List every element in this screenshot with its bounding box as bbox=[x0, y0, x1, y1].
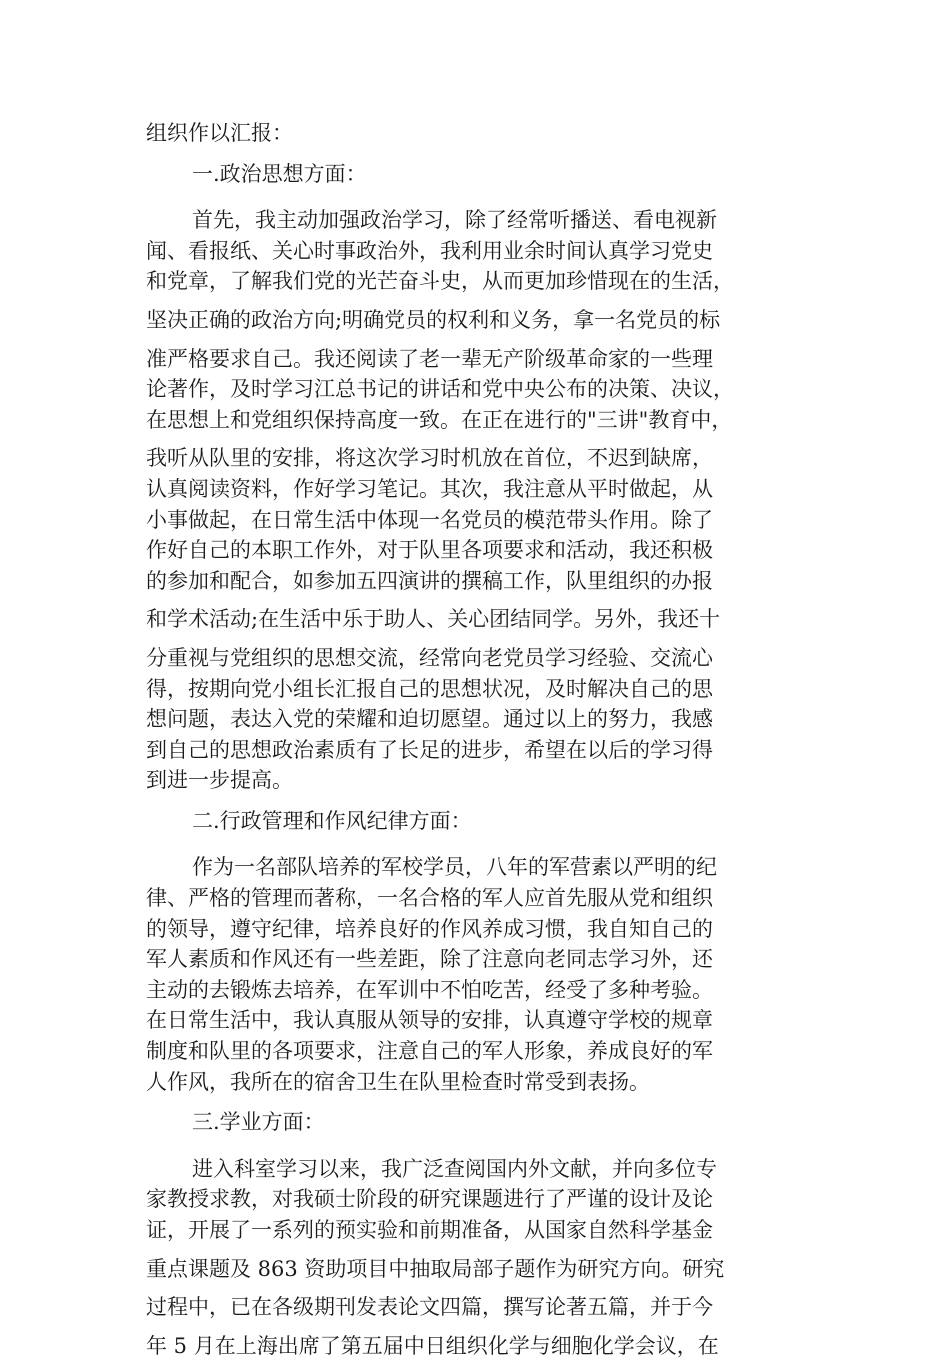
paragraph-line: 和学术活动;在生活中乐于助人、关心团结同学。另外，我还十 bbox=[146, 607, 721, 632]
paragraph-line: 进入科室学习以来，我广泛查阅国内外文献，并向多位专 bbox=[192, 1156, 717, 1181]
paragraph-line: 想问题，表达入党的荣耀和迫切愿望。通过以上的努力，我感 bbox=[146, 707, 713, 732]
paragraph-line: 我听从队里的安排，将这次学习时机放在首位，不迟到缺席， bbox=[146, 446, 713, 471]
paragraph-academics bbox=[146, 1154, 808, 1361]
paragraph-line: 首先，我主动加强政治学习，除了经常听播送、看电视新 bbox=[192, 208, 717, 233]
paragraph-line: 小事做起，在日常生活中体现一名党员的模范带头作用。除了 bbox=[146, 507, 713, 532]
document-body bbox=[146, 118, 808, 1361]
paragraph-line: 和党章，了解我们党的光芒奋斗史，从而更加珍惜现在的生活， bbox=[146, 269, 734, 294]
paragraph-politics bbox=[146, 205, 808, 796]
paragraph-line: 作为一名部队培养的军校学员，八年的军营素以严明的纪 bbox=[192, 855, 717, 880]
paragraph-line: 人作风，我所在的宿舍卫生在队里检查时常受到表扬。 bbox=[146, 1069, 650, 1094]
paragraph-line: 证，开展了一系列的预实验和前期准备，从国家自然科学基金 bbox=[146, 1218, 713, 1242]
paragraph-line: 在思想上和党组织保持高度一致。在正在进行的"三讲"教育中， bbox=[146, 407, 733, 432]
paragraph-line: 得，按期向党小组长汇报自己的思想状况，及时解决自己的思 bbox=[146, 676, 713, 701]
paragraph-line: 主动的去锻炼去培养，在军训中不怕吃苦，经受了多种考验。 bbox=[146, 977, 713, 1002]
paragraph-line: 闻、看报纸、关心时事政治外，我利用业余时间认真学习党史 bbox=[146, 238, 713, 263]
section-heading-discipline: 二.行政管理和作风纪律方面： bbox=[192, 808, 472, 833]
section-heading-politics: 一.政治思想方面： bbox=[192, 161, 367, 186]
paragraph-line: 律、严格的管理而著称，一名合格的军人应首先服从党和组织 bbox=[146, 886, 713, 911]
paragraph-line: 坚决正确的政治方向;明确党员的权利和义务，拿一名党员的标 bbox=[146, 307, 721, 332]
paragraph-line: 认真阅读资料，作好学习笔记。其次，我注意从平时做起，从 bbox=[146, 476, 713, 501]
paragraph-line: 到进一步提高。 bbox=[146, 768, 293, 793]
section-heading-academics: 三.学业方面： bbox=[192, 1110, 325, 1135]
paragraph-line: 分重视与党组织的思想交流，经常向老党员学习经验、交流心 bbox=[146, 645, 713, 670]
paragraph-line: 家教授求教，对我硕士阶段的研究课题进行了严谨的设计及论 bbox=[146, 1187, 713, 1212]
paragraph-line: 制度和队里的各项要求，注意自己的军人形象，养成良好的军 bbox=[146, 1039, 713, 1064]
paragraph-line: 过程中，已在各级期刊发表论文四篇，撰写论著五篇，并于今 bbox=[146, 1295, 713, 1320]
intro-line: 组织作以汇报： bbox=[146, 121, 293, 145]
paragraph-line: 军人素质和作风还有一些差距，除了注意向老同志学习外，还 bbox=[146, 947, 713, 972]
paragraph-line: 的参加和配合，如参加五四演讲的撰稿工作，队里组织的办报 bbox=[146, 568, 713, 593]
paragraph-line: 到自己的思想政治素质有了长足的进步，希望在以后的学习得 bbox=[146, 737, 713, 762]
paragraph-line: 在日常生活中，我认真服从领导的安排，认真遵守学校的规章 bbox=[146, 1008, 713, 1033]
paragraph-line: 的领导，遵守纪律，培养良好的作风养成习惯，我自知自己的 bbox=[146, 916, 713, 941]
paragraph-line: 重点课题及 863 资助项目中抽取局部子题作为研究方向。研究 bbox=[146, 1256, 725, 1281]
paragraph-line: 作好自己的本职工作外，对于队里各项要求和活动，我还积极 bbox=[146, 538, 713, 563]
paragraph-discipline bbox=[146, 852, 808, 1097]
paragraph-line: 准严格要求自己。我还阅读了老一辈无产阶级革命家的一些理 bbox=[146, 346, 713, 371]
paragraph-line: 论著作，及时学习江总书记的讲话和党中央公布的决策、决议， bbox=[146, 377, 734, 402]
paragraph-line: 年 5 月在上海出席了第五届中日组织化学与细胞化学会议，在 bbox=[146, 1333, 719, 1358]
